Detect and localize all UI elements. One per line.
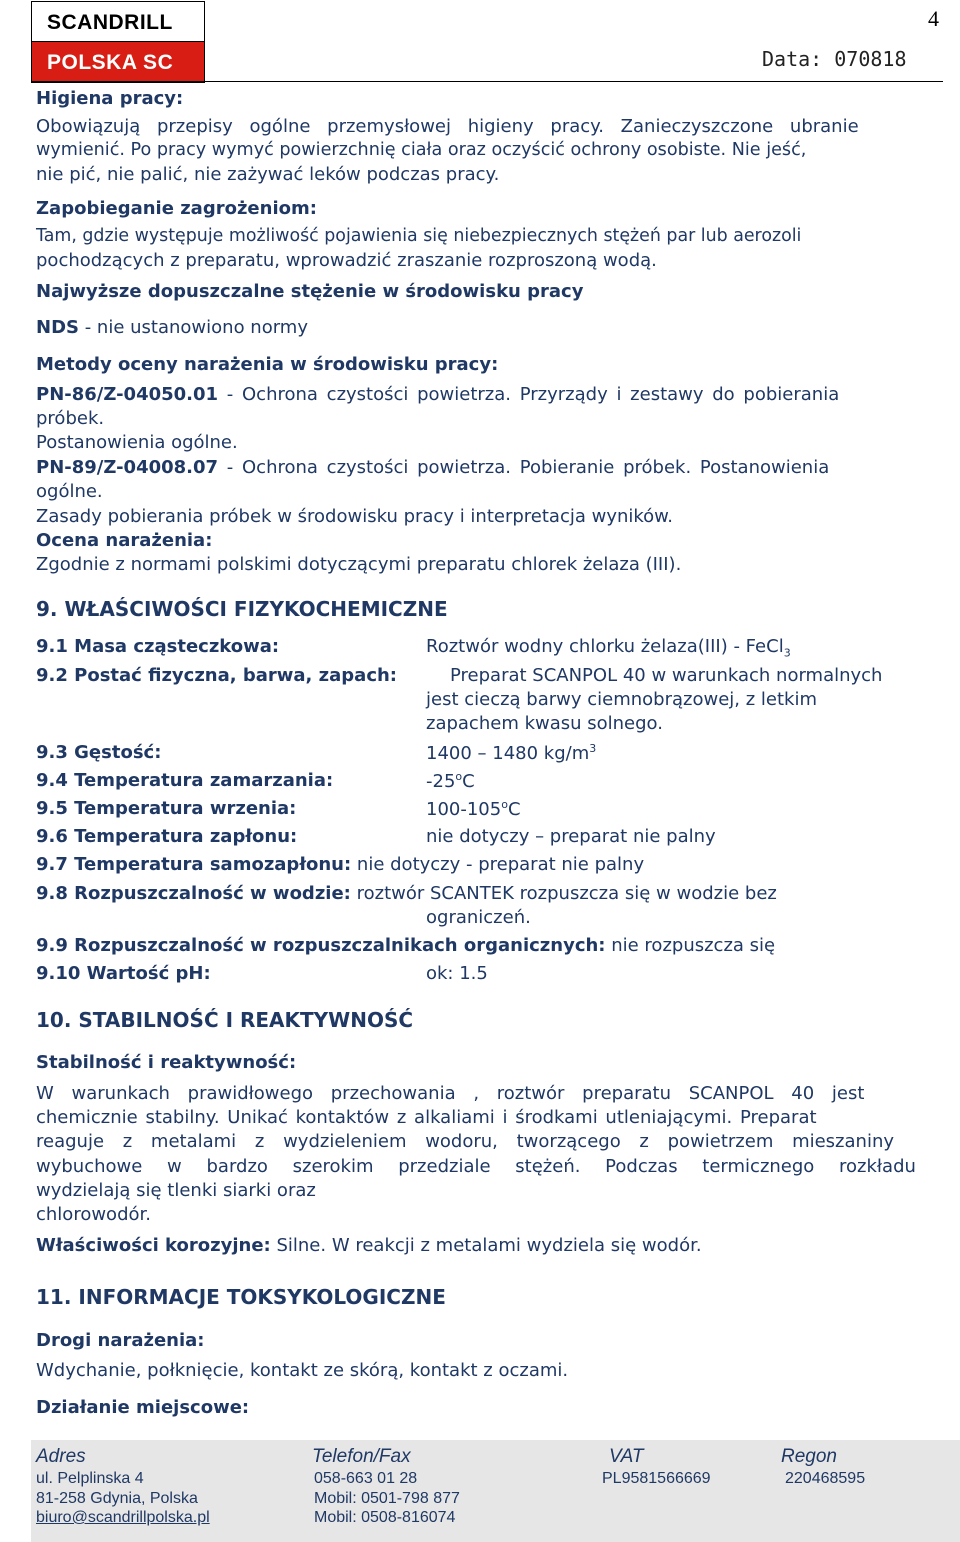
routes-text: Wdychanie, połknięcie, kontakt ze skórą, kontakt z oczami. [36, 1360, 569, 1381]
prop-9-10-label: 9.10 Wartość pH: [36, 963, 211, 984]
logo-text-top: SCANDRILL [47, 11, 173, 34]
routes-heading: Drogi narażenia: [36, 1330, 205, 1351]
prop-9-4-value [426, 770, 475, 792]
prop-9-3-text: 1400 – 1480 kg/m [426, 743, 590, 764]
company-logo-top [31, 1, 205, 43]
stability-line-2: chemicznie stabilny. Unikać kontaktów z alkaliami i środkami utleniającymi. Preparat [36, 1107, 817, 1128]
nds-heading: Najwyższe dopuszczalne stężenie w środowisku pracy [36, 281, 584, 302]
prop-9-5-text: 100-105 [426, 799, 502, 820]
company-logo-bottom [31, 41, 205, 83]
standard-1-line-2: próbek. [36, 408, 105, 429]
footer-address-label: Adres [36, 1446, 86, 1467]
footer-vat-label: VAT [609, 1446, 644, 1467]
hygiene-line-2: wymienić. Po pracy wymyć powierzchnię ciała oraz oczyścić ochrony osobiste. Nie jeść, [36, 140, 807, 160]
prop-9-9-value: nie rozpuszcza się [605, 935, 776, 956]
footer-vat-value: PL9581566669 [602, 1470, 711, 1487]
prop-9-6-value: nie dotyczy – preparat nie palny [426, 826, 716, 847]
footer-regon-label: Regon [781, 1446, 837, 1467]
prop-9-5-label: 9.5 Temperatura wrzenia: [36, 798, 297, 819]
standard-2-text: - Ochrona czystości powietrza. Pobieranie próbek. Postanowienia [218, 457, 830, 478]
standard-2-line-3: Zasady pobierania próbek w środowisku pracy i interpretacja wyników. [36, 506, 673, 527]
corrosive-text: Silne. W reakcji z metalami wydziela się wodór. [270, 1235, 702, 1256]
prop-9-7-value: nie dotyczy - preparat nie palny [351, 854, 645, 875]
footer-email-link[interactable]: biuro@scandrillpolska.pl [36, 1509, 210, 1526]
prop-9-3-value [426, 742, 596, 764]
standard-1-line-3: Postanowienia ogólne. [36, 432, 238, 453]
prop-9-1-value [426, 636, 791, 660]
footer-phone-label: Telefon/Fax [312, 1446, 411, 1467]
corrosive-properties [36, 1235, 702, 1256]
stability-line-4: wybuchowe w bardzo szerokim przedziale stężeń. Podczas termicznego rozkładu [36, 1156, 916, 1177]
nds-line [36, 317, 308, 338]
prop-9-9-label: 9.9 Rozpuszczalność w rozpuszczalnikach organicznych: [36, 935, 606, 956]
prevention-heading: Zapobieganie zagrożeniom: [36, 198, 317, 219]
prop-9-2-value-3: zapachem kwasu solnego. [426, 713, 663, 734]
footer-phone-2: Mobil: 0501-798 877 [314, 1490, 460, 1507]
prevention-line-1: Tam, gdzie występuje możliwość pojawienia się niebezpiecznych stężeń par lub aerozoli [36, 226, 802, 246]
corrosive-label: Właściwości korozyjne: [36, 1235, 271, 1256]
page-number: 4 [928, 6, 939, 31]
prop-9-2-value-1: Preparat SCANPOL 40 w warunkach normalnych [450, 665, 883, 686]
prop-9-4-text: -25 [426, 771, 456, 792]
prop-9-2-value-2: jest cieczą barwy ciemnobrązowej, z letkim [426, 689, 817, 710]
exposure-text: Zgodnie z normami polskimi dotyczącymi preparatu chlorek żelaza (III). [36, 554, 682, 575]
prop-9-5-value [426, 798, 521, 820]
prop-9-9 [36, 935, 775, 956]
stability-line-5: wydzielają się tlenki siarki oraz [36, 1180, 316, 1201]
prop-9-7 [36, 854, 644, 875]
section-9-title: 9. WŁAŚCIWOŚCI FIZYKOCHEMICZNE [36, 597, 448, 621]
standard-1-text: - Ochrona czystości powietrza. Przyrządy i zestawy do pobierania [218, 384, 840, 405]
hygiene-line-1: Obowiązują przepisy ogólne przemysłowej higieny pracy. Zanieczyszczone ubranie [36, 116, 859, 137]
logo-text-bottom: POLSKA SC [47, 51, 174, 74]
prop-9-1-label: 9.1 Masa cząsteczkowa: [36, 636, 280, 657]
prop-9-2-label: 9.2 Postać fizyczna, barwa, zapach: [36, 665, 398, 686]
nds-text: - nie ustanowiono normy [78, 317, 308, 338]
prop-9-5-unit: C [507, 799, 521, 820]
prop-9-4-degree: o [455, 770, 463, 783]
standard-1-line-1 [36, 384, 839, 405]
prop-9-5-degree: o [501, 798, 508, 811]
footer-address-1: ul. Pelplinska 4 [36, 1470, 144, 1487]
prop-9-1-subscript: 3 [783, 646, 791, 660]
footer-phone-1: 058-663 01 28 [314, 1470, 418, 1487]
prop-9-8-label: 9.8 Rozpuszczalność w wodzie: [36, 883, 351, 904]
footer-regon-value: 220468595 [785, 1470, 866, 1487]
standard-2-line-1 [36, 457, 829, 478]
standard-2-line-2: ogólne. [36, 481, 103, 502]
footer-address-2: 81-258 Gdynia, Polska [36, 1490, 198, 1507]
prop-9-4-unit: C [462, 771, 475, 792]
document-date: Data: 070818 [762, 47, 907, 71]
prop-9-1-text: Roztwór wodny chlorku żelaza(III) - FeCl [426, 636, 784, 657]
prop-9-4-label: 9.4 Temperatura zamarzania: [36, 770, 334, 791]
prop-9-8-value-2: ograniczeń. [426, 907, 531, 928]
prop-9-6-label: 9.6 Temperatura zapłonu: [36, 826, 298, 847]
standard-2-code: PN-89/Z-04008.07 [36, 457, 219, 478]
prop-9-8 [36, 883, 777, 904]
prop-9-3-label: 9.3 Gęstość: [36, 742, 162, 763]
prop-9-10-value: ok: 1.5 [426, 963, 488, 984]
footer-phone-3: Mobil: 0508-816074 [314, 1509, 456, 1526]
nds-label: NDS [36, 317, 79, 338]
prop-9-3-superscript: 3 [589, 742, 597, 755]
hygiene-heading: Higiena pracy: [36, 88, 184, 109]
prop-9-8-value-1: roztwór SCANTEK rozpuszcza się w wodzie bez [350, 883, 777, 904]
standard-1-code: PN-86/Z-04050.01 [36, 384, 219, 405]
stability-line-6: chlorowodór. [36, 1204, 151, 1225]
stability-line-3: reaguje z metalami z wydzieleniem wodoru, tworzącego z powietrzem mieszaniny [36, 1131, 895, 1152]
exposure-heading: Ocena narażenia: [36, 530, 213, 551]
section-10-title: 10. STABILNOŚĆ I REAKTYWNOŚĆ [36, 1008, 414, 1032]
hygiene-line-3: nie pić, nie palić, nie zażywać leków podczas pracy. [36, 164, 500, 185]
prevention-line-2: pochodzących z preparatu, wprowadzić zraszanie rozproszoną wodą. [36, 250, 657, 271]
methods-heading: Metody oceny narażenia w środowisku pracy: [36, 354, 499, 375]
stability-line-1: W warunkach prawidłowego przechowania , roztwór preparatu SCANPOL 40 jest [36, 1083, 865, 1104]
header-divider [31, 81, 943, 82]
prop-9-7-label: 9.7 Temperatura samozapłonu: [36, 854, 352, 875]
section-11-title: 11. INFORMACJE TOKSYKOLOGICZNE [36, 1285, 446, 1309]
local-effects-heading: Działanie miejscowe: [36, 1397, 250, 1418]
stability-heading: Stabilność i reaktywność: [36, 1052, 297, 1073]
footer [31, 1440, 960, 1542]
